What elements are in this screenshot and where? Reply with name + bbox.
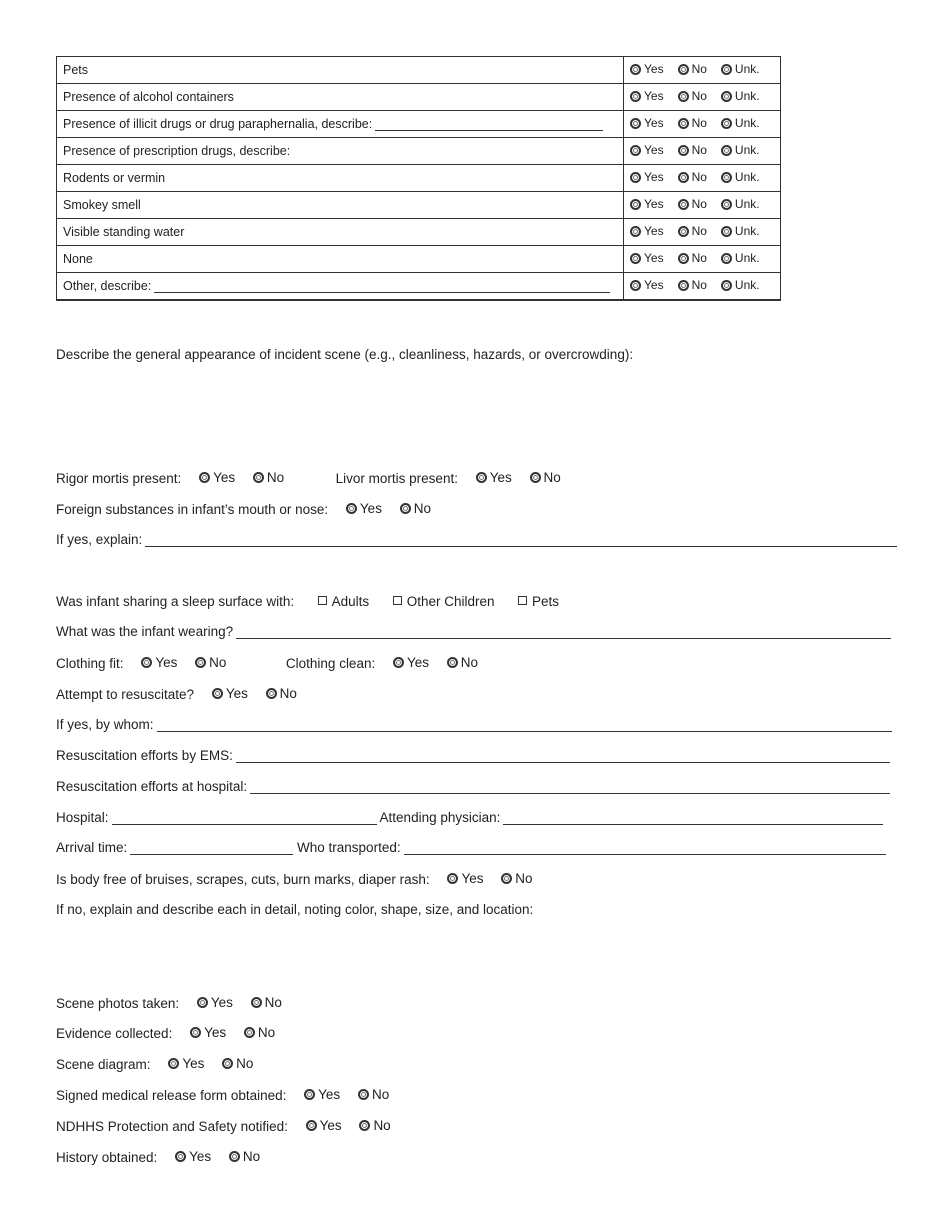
checkbox-icon [518, 596, 527, 605]
radio-icon [359, 1120, 370, 1131]
table-row-options-cell [624, 84, 781, 111]
option-no-label: No [691, 143, 707, 158]
medical-release-row [56, 1087, 389, 1103]
if-yes-explain-row [56, 532, 897, 547]
radio-icon [678, 91, 689, 102]
option-yes-radio[interactable] [630, 278, 664, 292]
radio-icon [630, 280, 641, 291]
option-no-label: No [691, 278, 707, 293]
table-row-label-cell [57, 246, 624, 273]
table-row-options-cell [624, 57, 781, 84]
table-row-options-cell [624, 246, 781, 273]
attempt-resuscitate-label: Attempt to resuscitate? [56, 687, 195, 702]
table-row-options-cell [624, 219, 781, 246]
radio-icon [393, 657, 404, 668]
table-row [57, 84, 781, 111]
history-label: History obtained: [56, 1150, 158, 1165]
checkbox-adults[interactable]: Adults [318, 594, 370, 609]
body-free-row [56, 871, 533, 887]
livor-no-radio[interactable]: No [530, 470, 561, 485]
evidence-row [56, 1025, 275, 1041]
rigor-mortis-label: Rigor mortis present: [56, 471, 182, 486]
option-yes-radio[interactable] [630, 197, 664, 211]
medical-release-no-radio[interactable]: No [358, 1087, 389, 1102]
scene-photos-row [56, 995, 282, 1011]
medical-release-yes-radio[interactable]: Yes [304, 1087, 340, 1102]
radio-icon [530, 472, 541, 483]
option-no-radio[interactable] [678, 116, 707, 130]
option-unk-radio[interactable] [721, 251, 760, 265]
option-unk-radio[interactable] [721, 197, 760, 211]
option-no-radio[interactable] [678, 143, 707, 157]
radio-icon [195, 657, 206, 668]
clothing-fit-no-radio[interactable]: No [195, 655, 226, 670]
table-row [57, 111, 781, 138]
radio-icon [168, 1058, 179, 1069]
radio-icon [175, 1151, 186, 1162]
radio-icon [266, 688, 277, 699]
radio-icon [630, 145, 641, 156]
environment-checklist-table [56, 56, 781, 301]
infant-wearing-input[interactable] [236, 624, 891, 639]
body-free-no-radio[interactable]: No [501, 871, 532, 886]
radio-icon [251, 997, 262, 1008]
checkbox-pets[interactable]: Pets [518, 594, 559, 609]
history-yes-radio[interactable]: Yes [175, 1149, 211, 1164]
foreign-substances-row [56, 501, 431, 517]
option-yes-radio[interactable] [630, 143, 664, 157]
resus-hospital-row [56, 779, 890, 794]
arrival-time-label: Arrival time: [56, 840, 128, 855]
ndhhs-row [56, 1118, 391, 1134]
radio-icon [253, 472, 264, 483]
scene-diagram-row [56, 1056, 253, 1072]
table-row-label-cell [57, 219, 624, 246]
option-unk-label: Unk. [734, 251, 760, 266]
foreign-no-radio[interactable]: No [400, 501, 431, 516]
arrival-row [56, 840, 886, 855]
rigor-no-radio[interactable]: No [253, 470, 284, 485]
table-row [57, 192, 781, 219]
checkbox-icon [393, 596, 402, 605]
option-yes-radio[interactable] [630, 251, 664, 265]
scene-diagram-label: Scene diagram: [56, 1057, 151, 1072]
radio-icon [141, 657, 152, 668]
option-unk-label: Unk. [734, 116, 760, 131]
resuscitate-row [56, 686, 297, 702]
ndhhs-label: NDHHS Protection and Safety notified: [56, 1119, 288, 1134]
if-yes-explain-label: If yes, explain: [56, 532, 143, 547]
scene-diagram-yes-radio[interactable]: Yes [168, 1056, 204, 1071]
ndhhs-yes-radio[interactable]: Yes [306, 1118, 342, 1133]
by-whom-label: If yes, by whom: [56, 717, 154, 732]
table-row-options-cell [624, 138, 781, 165]
by-whom-input[interactable] [157, 717, 892, 732]
radio-icon [199, 472, 210, 483]
option-no-radio[interactable] [678, 251, 707, 265]
radio-icon [447, 873, 458, 884]
body-free-label: Is body free of bruises, scrapes, cuts, burn marks, diaper rash: [56, 872, 430, 887]
radio-icon [678, 253, 689, 264]
option-yes-label: Yes [644, 89, 664, 104]
radio-icon [229, 1151, 240, 1162]
sleep-surface-row [56, 594, 559, 609]
radio-icon [197, 997, 208, 1008]
who-transported-label: Who transported: [297, 840, 401, 855]
option-unk-label: Unk. [734, 170, 760, 185]
clothing-clean-label: Clothing clean: [285, 656, 376, 671]
option-yes-radio[interactable] [630, 116, 664, 130]
livor-yes-radio[interactable]: Yes [476, 470, 512, 485]
option-yes-radio[interactable] [630, 170, 664, 184]
radio-icon [721, 145, 732, 156]
table-row-label-cell [57, 84, 624, 111]
option-yes-label: Yes [644, 143, 664, 158]
radio-icon [721, 172, 732, 183]
clothing-fit-label: Clothing fit: [56, 656, 124, 671]
option-no-label: No [691, 170, 707, 185]
radio-icon [304, 1089, 315, 1100]
checkbox-other-children[interactable]: Other Children [393, 594, 495, 609]
radio-icon [678, 280, 689, 291]
table-row-label-cell [57, 273, 624, 301]
evidence-yes-radio[interactable]: Yes [190, 1025, 226, 1040]
radio-icon [678, 118, 689, 129]
option-no-radio[interactable] [678, 170, 707, 184]
livor-mortis-label: Livor mortis present: [335, 471, 458, 486]
radio-icon [678, 226, 689, 237]
who-transported-input[interactable] [404, 840, 886, 855]
option-no-radio[interactable] [678, 89, 707, 103]
option-yes-radio[interactable] [630, 224, 664, 238]
attending-physician-label: Attending physician: [379, 810, 501, 825]
radio-icon [721, 91, 732, 102]
option-no-label: No [691, 116, 707, 131]
radio-icon [721, 199, 732, 210]
checkbox-icon [318, 596, 327, 605]
ndhhs-no-radio[interactable]: No [359, 1118, 390, 1133]
table-row [57, 246, 781, 273]
option-no-label: No [691, 197, 707, 212]
option-no-label: No [691, 62, 707, 77]
table-row [57, 273, 781, 301]
table-row-describe-input[interactable] [375, 118, 603, 131]
table-row-label-cell [57, 57, 624, 84]
radio-icon [346, 503, 357, 514]
table-row-label: Visible standing water [63, 225, 185, 239]
option-yes-radio[interactable] [630, 89, 664, 103]
table-row-options-cell [624, 165, 781, 192]
table-row-label-cell [57, 192, 624, 219]
table-row [57, 57, 781, 84]
radio-icon [630, 91, 641, 102]
radio-icon [721, 118, 732, 129]
radio-icon [678, 145, 689, 156]
radio-icon [630, 64, 641, 75]
sleep-surface-label: Was infant sharing a sleep surface with: [56, 594, 295, 609]
body-free-yes-radio[interactable]: Yes [447, 871, 483, 886]
option-unk-radio[interactable] [721, 278, 760, 292]
radio-icon [678, 199, 689, 210]
table-row [57, 165, 781, 192]
scene-photos-yes-radio[interactable]: Yes [197, 995, 233, 1010]
radio-icon [678, 172, 689, 183]
radio-icon [244, 1027, 255, 1038]
table-row-options-cell [624, 111, 781, 138]
radio-icon [306, 1120, 317, 1131]
foreign-substances-label: Foreign substances in infant’s mouth or nose: [56, 502, 329, 517]
option-no-label: No [691, 224, 707, 239]
table-row-label: Other, describe: [63, 279, 152, 293]
infant-wearing-label: What was the infant wearing? [56, 624, 234, 639]
option-no-label: No [691, 89, 707, 104]
hospital-label: Hospital: [56, 810, 109, 825]
option-yes-label: Yes [644, 224, 664, 239]
clothing-row [56, 655, 478, 671]
resuscitate-yes-radio[interactable]: Yes [212, 686, 248, 701]
arrival-time-input[interactable] [130, 840, 293, 855]
radio-icon [630, 226, 641, 237]
table-row-label: Pets [63, 63, 89, 77]
radio-icon [630, 199, 641, 210]
attending-physician-input[interactable] [503, 810, 883, 825]
option-no-radio[interactable] [678, 278, 707, 292]
radio-icon [721, 64, 732, 75]
option-unk-radio[interactable] [721, 116, 760, 130]
table-row-label: Rodents or vermin [63, 171, 166, 185]
scene-diagram-no-radio[interactable]: No [222, 1056, 253, 1071]
option-unk-radio[interactable] [721, 170, 760, 184]
option-unk-radio[interactable] [721, 224, 760, 238]
option-no-radio[interactable] [678, 197, 707, 211]
scene-appearance-label: Describe the general appearance of incident scene (e.g., cleanliness, hazards, or overcrowding): [56, 347, 634, 362]
option-unk-label: Unk. [734, 143, 760, 158]
radio-icon [400, 503, 411, 514]
option-no-radio[interactable] [678, 224, 707, 238]
radio-icon [630, 253, 641, 264]
evidence-label: Evidence collected: [56, 1026, 173, 1041]
infant-wearing-row [56, 624, 891, 639]
table-row-label: Presence of prescription drugs, describe: [63, 144, 291, 158]
radio-icon [358, 1089, 369, 1100]
hospital-row [56, 810, 883, 825]
option-yes-label: Yes [644, 116, 664, 131]
radio-icon [678, 64, 689, 75]
option-yes-radio[interactable] [630, 62, 664, 76]
radio-icon [630, 172, 641, 183]
table-row-label: Smokey smell [63, 198, 141, 212]
table-row-label-cell [57, 138, 624, 165]
resus-ems-label: Resuscitation efforts by EMS: [56, 748, 233, 763]
radio-icon [476, 472, 487, 483]
resus-ems-input[interactable] [236, 748, 890, 763]
option-unk-label: Unk. [734, 197, 760, 212]
option-no-label: No [691, 251, 707, 266]
history-no-radio[interactable]: No [229, 1149, 260, 1164]
resuscitate-no-radio[interactable]: No [266, 686, 297, 701]
radio-icon [721, 253, 732, 264]
resus-hospital-label: Resuscitation efforts at hospital: [56, 779, 248, 794]
history-row [56, 1149, 260, 1165]
option-yes-label: Yes [644, 62, 664, 77]
explain-input[interactable] [145, 532, 897, 547]
option-unk-radio[interactable] [721, 62, 760, 76]
scene-photos-no-radio[interactable]: No [251, 995, 282, 1010]
option-no-radio[interactable] [678, 62, 707, 76]
table-row-label: Presence of alcohol containers [63, 90, 234, 104]
option-yes-label: Yes [644, 197, 664, 212]
table-row-options-cell [624, 192, 781, 219]
option-yes-label: Yes [644, 278, 664, 293]
if-no-explain-label: If no, explain and describe each in detail, noting color, shape, size, and location: [56, 902, 534, 917]
radio-icon [212, 688, 223, 699]
table-row-options-cell [624, 273, 781, 301]
radio-icon [721, 280, 732, 291]
option-unk-label: Unk. [734, 89, 760, 104]
option-unk-label: Unk. [734, 278, 760, 293]
medical-release-label: Signed medical release form obtained: [56, 1088, 287, 1103]
radio-icon [721, 226, 732, 237]
table-row-label-cell [57, 165, 624, 192]
table-row [57, 219, 781, 246]
table-row-label: None [63, 252, 93, 266]
option-unk-label: Unk. [734, 62, 760, 77]
table-row [57, 138, 781, 165]
radio-icon [630, 118, 641, 129]
rigor-yes-radio[interactable]: Yes [199, 470, 235, 485]
scene-photos-label: Scene photos taken: [56, 996, 180, 1011]
option-yes-label: Yes [644, 251, 664, 266]
table-row-describe-input[interactable] [154, 280, 610, 293]
table-row-label: Presence of illicit drugs or drug paraphernalia, describe: [63, 117, 373, 131]
option-unk-label: Unk. [734, 224, 760, 239]
option-unk-radio[interactable] [721, 89, 760, 103]
radio-icon [501, 873, 512, 884]
clothing-clean-yes-radio[interactable]: Yes [393, 655, 429, 670]
table-row-label-cell [57, 111, 624, 138]
radio-icon [447, 657, 458, 668]
foreign-yes-radio[interactable]: Yes [346, 501, 382, 516]
evidence-no-radio[interactable]: No [244, 1025, 275, 1040]
radio-icon [222, 1058, 233, 1069]
option-unk-radio[interactable] [721, 143, 760, 157]
clothing-fit-yes-radio[interactable]: Yes [141, 655, 177, 670]
mortis-row [56, 470, 561, 486]
radio-icon [190, 1027, 201, 1038]
by-whom-row [56, 717, 892, 732]
clothing-clean-no-radio[interactable]: No [447, 655, 478, 670]
resus-ems-row [56, 748, 890, 763]
option-yes-label: Yes [644, 170, 664, 185]
resus-hospital-input[interactable] [250, 779, 890, 794]
hospital-input[interactable] [112, 810, 377, 825]
